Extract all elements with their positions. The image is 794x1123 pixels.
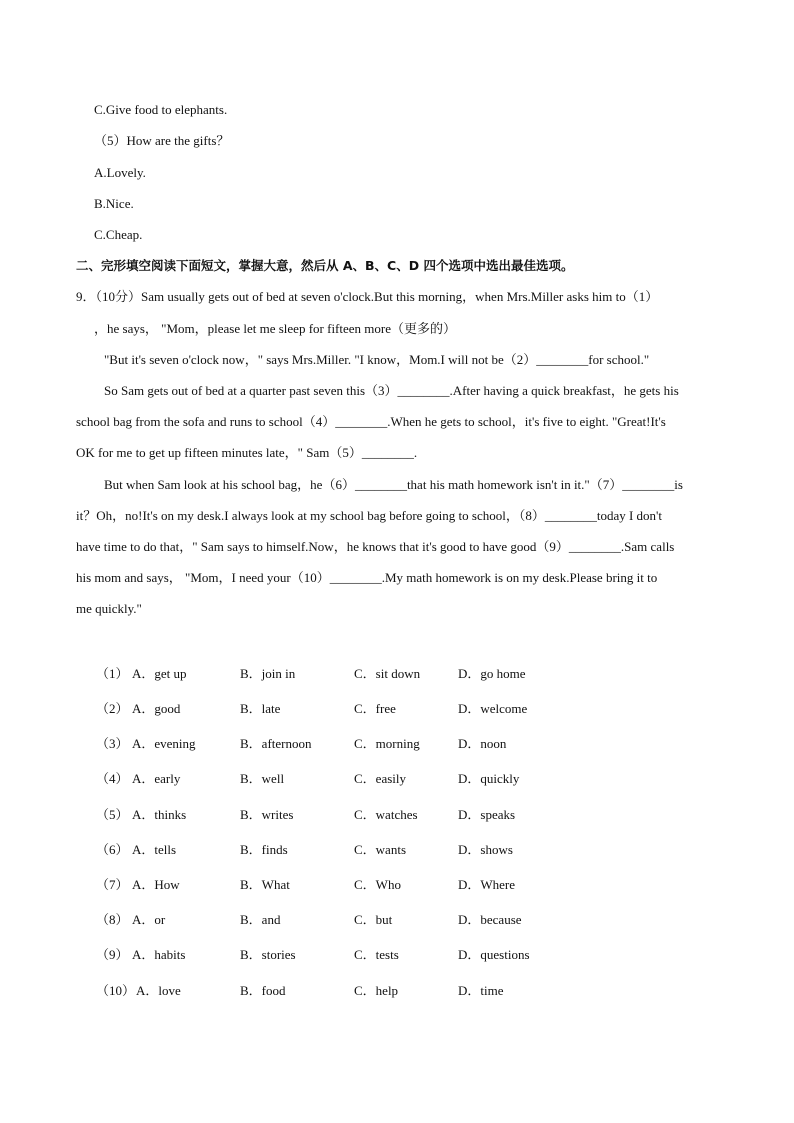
passage-line: his mom and says， "Mom，I need your（10）________.My math homework is on my desk.Please bring it to bbox=[76, 570, 658, 585]
option-a: A．good bbox=[132, 701, 181, 716]
option-b: B．stories bbox=[240, 947, 296, 962]
option-c: C．morning bbox=[354, 736, 420, 751]
option-number: （7） bbox=[96, 877, 129, 892]
q5-question: （5）How are the gifts？ bbox=[94, 133, 230, 148]
passage-line: But when Sam look at his school bag，he（6）________that his math homework isn't in it."（7）________is bbox=[104, 477, 683, 492]
option-d: D．welcome bbox=[458, 701, 528, 716]
option-b: B．writes bbox=[240, 807, 294, 822]
option-a: A．get up bbox=[132, 666, 187, 681]
option-number: （10） bbox=[96, 983, 136, 998]
option-c: C．free bbox=[354, 701, 396, 716]
option-c: C．watches bbox=[354, 807, 418, 822]
passage-line: "But it's seven o'clock now，" says Mrs.Miller. "I know，Mom.I will not be（2）________for school." bbox=[104, 352, 650, 367]
option-b: B．and bbox=[240, 912, 281, 927]
option-number: （9） bbox=[96, 947, 129, 962]
option-a: A．thinks bbox=[132, 807, 187, 822]
passage-line: it？Oh，no!It's on my desk.I always look at my school bag before going to school，（8）________today I don't bbox=[76, 508, 662, 523]
option-a: A．or bbox=[132, 912, 166, 927]
q8-option-c: C.Give food to elephants. bbox=[94, 102, 228, 117]
option-a: A．evening bbox=[132, 736, 196, 751]
passage-line: OK for me to get up fifteen minutes late，" Sam（5）________. bbox=[76, 445, 418, 460]
option-d: D．go home bbox=[458, 666, 526, 681]
option-number: （6） bbox=[96, 842, 129, 857]
q5-option-b: B.Nice. bbox=[94, 196, 134, 211]
q5-option-a: A.Lovely. bbox=[94, 165, 146, 180]
option-d: D．quickly bbox=[458, 771, 520, 786]
option-number: （2） bbox=[96, 701, 129, 716]
option-number: （8） bbox=[96, 912, 129, 927]
option-b: B．well bbox=[240, 771, 285, 786]
passage-line: ，he says， "Mom，please let me sleep for fifteen more（更多的） bbox=[94, 321, 456, 336]
option-a: A．How bbox=[132, 877, 180, 892]
option-c: C．but bbox=[354, 912, 393, 927]
option-c: C．wants bbox=[354, 842, 407, 857]
option-number: （5） bbox=[96, 807, 129, 822]
option-b: B．What bbox=[240, 877, 290, 892]
option-c: C．sit down bbox=[354, 666, 421, 681]
section-heading: 二、完形填空阅读下面短文，掌握大意，然后从 A、B、C、D 四个选项中选出最佳选项。 bbox=[76, 258, 574, 273]
passage-line: have time to do that，" Sam says to himself.Now，he knows that it's good to have good（9）________.Sam calls bbox=[76, 539, 675, 554]
option-d: D．Where bbox=[458, 877, 516, 892]
option-number: （4） bbox=[96, 771, 129, 786]
option-b: B．finds bbox=[240, 842, 288, 857]
q5-option-c: C.Cheap. bbox=[94, 227, 143, 242]
option-a: A．love bbox=[136, 983, 181, 998]
option-number: （3） bbox=[96, 736, 129, 751]
option-c: C．tests bbox=[354, 947, 399, 962]
option-d: D．questions bbox=[458, 947, 530, 962]
option-a: A．early bbox=[132, 771, 181, 786]
passage-line: 9．（10分）Sam usually gets out of bed at seven o'clock.But this morning，when Mrs.Miller asks him to（1） bbox=[76, 289, 659, 304]
option-b: B．join in bbox=[240, 666, 296, 681]
option-d: D．shows bbox=[458, 842, 513, 857]
option-a: A．tells bbox=[132, 842, 177, 857]
option-b: B．afternoon bbox=[240, 736, 312, 751]
option-d: D．noon bbox=[458, 736, 507, 751]
option-c: C．easily bbox=[354, 771, 406, 786]
passage-line: me quickly." bbox=[76, 601, 142, 616]
option-a: A．habits bbox=[132, 947, 186, 962]
option-c: C．help bbox=[354, 983, 399, 998]
option-number: （1） bbox=[96, 666, 129, 681]
option-d: D．time bbox=[458, 983, 504, 998]
passage-line: So Sam gets out of bed at a quarter past seven this（3）________.After having a quick breakfast，he gets his bbox=[104, 383, 679, 398]
option-b: B．late bbox=[240, 701, 281, 716]
option-d: D．because bbox=[458, 912, 522, 927]
option-b: B．food bbox=[240, 983, 286, 998]
option-d: D．speaks bbox=[458, 807, 516, 822]
passage-line: school bag from the sofa and runs to school（4）________.When he gets to school，it's five to eight. "Great!It's bbox=[76, 414, 666, 429]
option-c: C．Who bbox=[354, 877, 401, 892]
